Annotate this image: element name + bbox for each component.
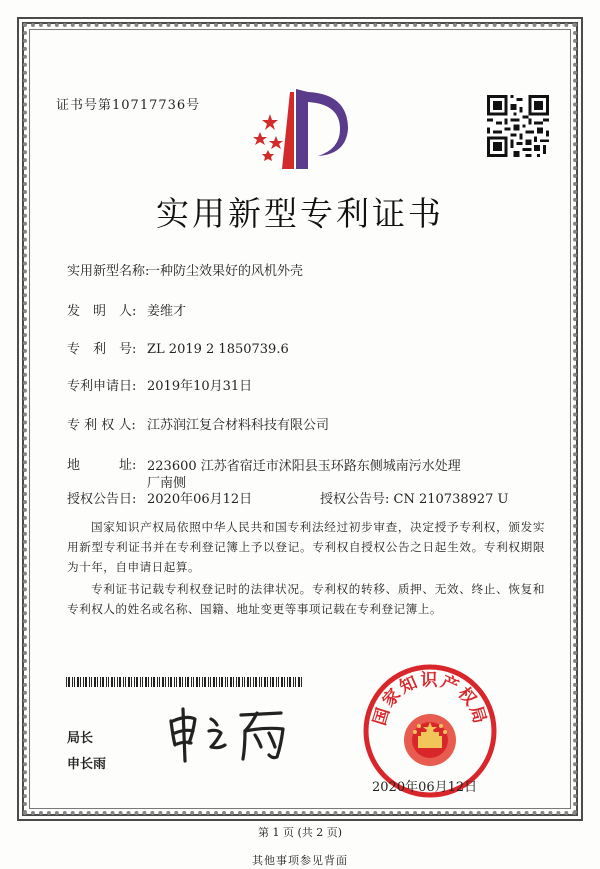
field-value: 姜维才	[147, 304, 187, 319]
field-value: ZL 2019 2 1850739.6	[147, 342, 289, 357]
field-application-date	[67, 377, 252, 397]
field-publication-number	[320, 490, 509, 510]
field-label: 实用新型名称:	[67, 264, 150, 279]
field-label: 专 利 权 人:	[67, 418, 136, 433]
field-value: 2020年06月12日	[147, 492, 253, 507]
seal-text: 国家知识产权局	[369, 670, 491, 728]
certificate-number: 证书号第10717736号	[56, 98, 201, 113]
barcode-icon	[66, 677, 306, 687]
field-label: 授权公告日:	[67, 492, 137, 507]
signatory-title: 局长	[67, 731, 94, 746]
national-emblem-icon	[404, 714, 456, 766]
certificate-title: 实用新型专利证书	[156, 194, 444, 233]
field-label: 专利申请日:	[67, 379, 137, 394]
field-value: 2019年10月31日	[147, 379, 253, 394]
field-value: 一种防尘效果好的风机外壳	[147, 264, 304, 279]
field-label: 授权公告号:	[320, 492, 390, 507]
field-value: CN 210738927 U	[393, 492, 509, 507]
field-inventor	[67, 302, 186, 322]
field-label: 专 利 号:	[67, 342, 137, 357]
field-address-label	[67, 456, 147, 476]
patent-office-emblem-icon	[248, 84, 358, 174]
signatory-name: 申长雨	[67, 757, 107, 772]
qr-code-icon	[487, 95, 549, 157]
field-patent-number	[67, 340, 289, 360]
handwritten-signature	[165, 703, 300, 763]
field-value: 江苏润江复合材料科技有限公司	[147, 418, 330, 433]
seal-date: 2020年06月12日	[372, 780, 478, 795]
field-grant-date	[67, 490, 252, 510]
field-patentee	[67, 416, 329, 436]
legal-status-paragraph: 专利证书记载专利权登记时的法律状况。专利权的转移、质押、无效、终止、恢复和专利权人的姓名或名称、国籍、地址变更等事项记载在专利登记簿上。	[67, 582, 545, 616]
field-utility-model-name	[67, 262, 303, 282]
footer-note: 其他事项参见背面	[252, 854, 348, 867]
page-indicator: 第 1 页 (共 2 页)	[257, 826, 343, 839]
field-label: 发 明 人:	[67, 304, 137, 319]
field-label: 地 址:	[67, 458, 137, 473]
grant-statement-paragraph: 国家知识产权局依照中华人民共和国专利法经过初步审查，决定授予专利权，颁发实用新型专利证书并在专利登记簿上予以登记。专利权自授权公告之日起生效。专利权期限为十年，自申请日起算。	[67, 520, 545, 574]
field-address-value: 223600 江苏省宿迁市沭阳县玉环路东侧城南污水处理厂南侧	[147, 459, 461, 491]
